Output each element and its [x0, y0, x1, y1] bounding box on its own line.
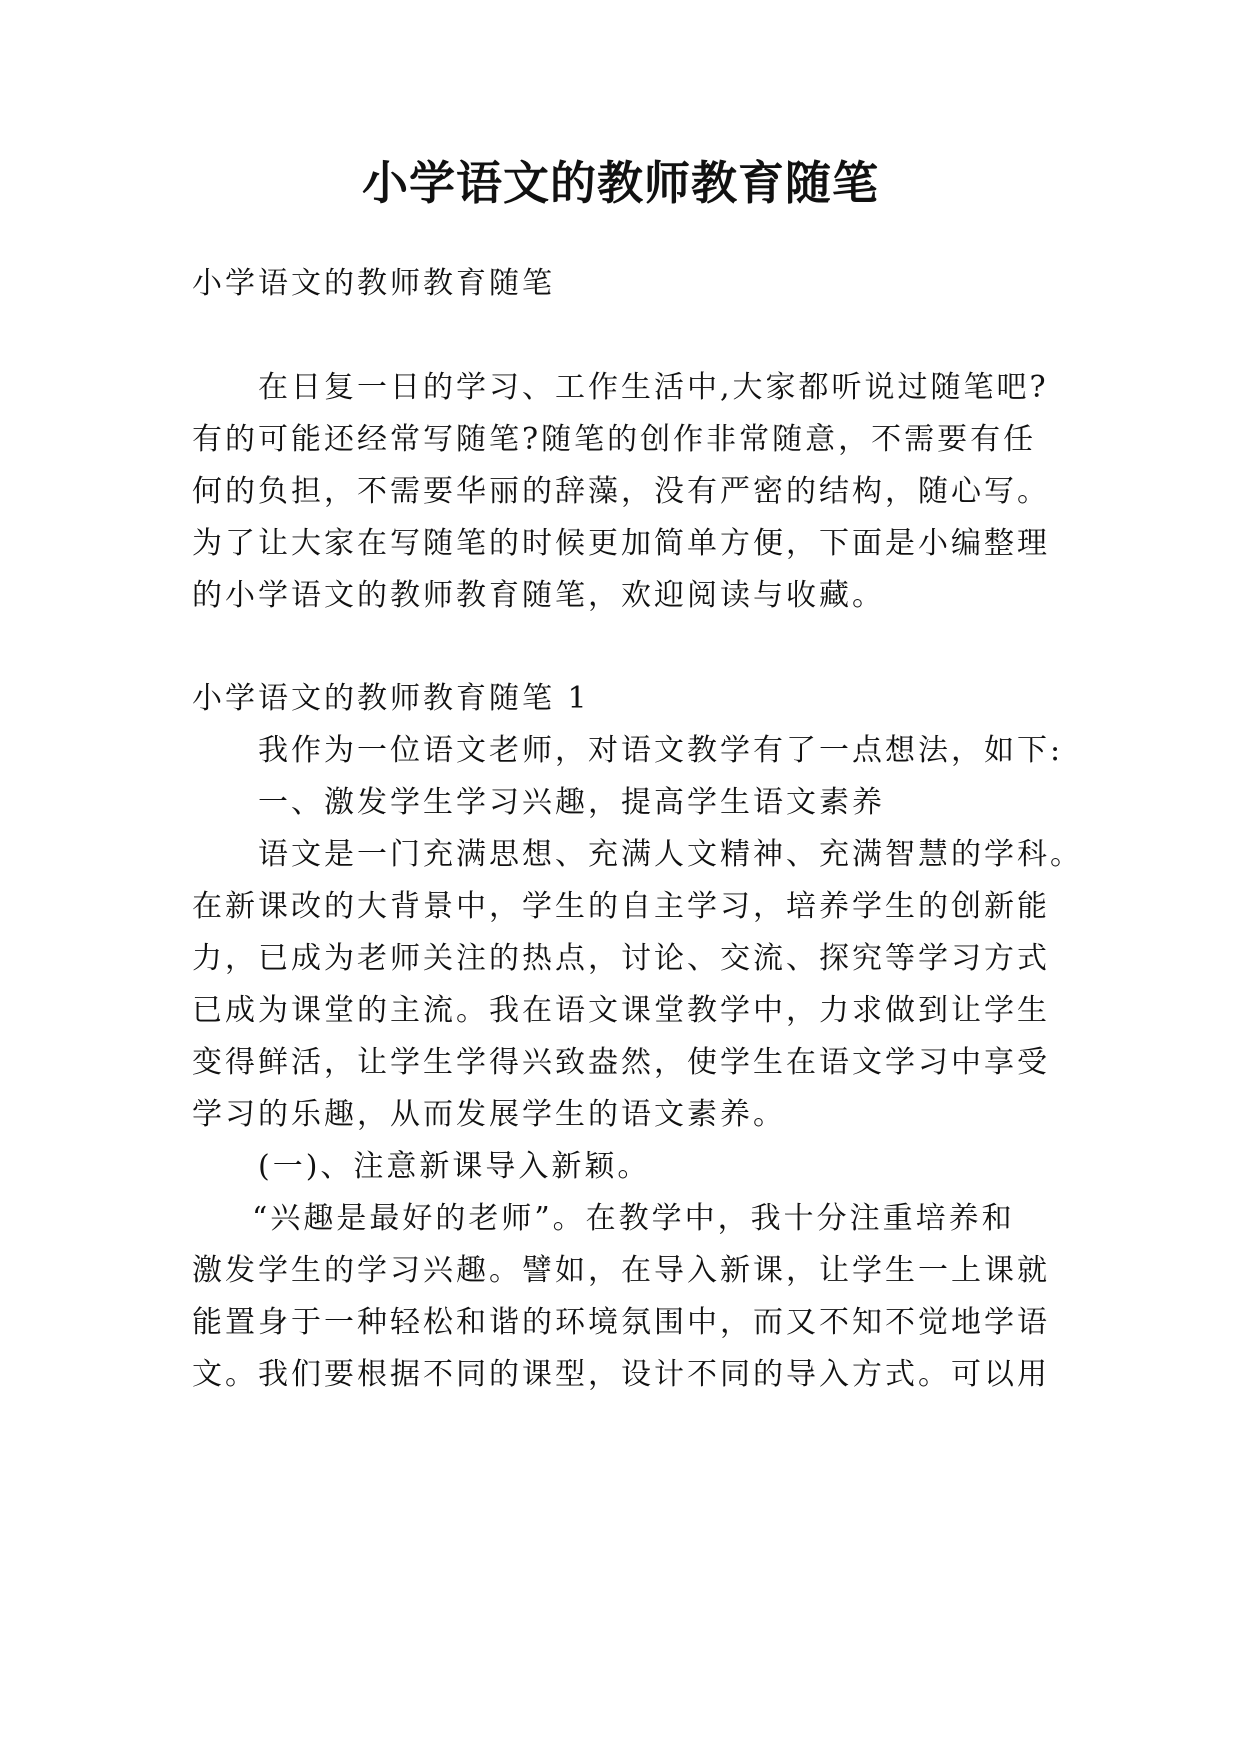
document-title: 小学语文的教师教育随笔 — [362, 156, 879, 210]
body-line-4: 在新课改的大背景中，学生的自主学习，培养学生的创新能 — [192, 889, 1050, 924]
body-line-9: (一)、注意新课导入新颖。 — [258, 1149, 651, 1184]
body-line-8: 学习的乐趣，从而发展学生的语文素养。 — [192, 1097, 786, 1132]
intro-line-5: 的小学语文的教师教育随笔，欢迎阅读与收藏。 — [192, 578, 885, 613]
body-line-6: 已成为课堂的主流。我在语文课堂教学中，力求做到让学生 — [192, 993, 1050, 1028]
body-line-13: 文。我们要根据不同的课型，设计不同的导入方式。可以用 — [192, 1357, 1050, 1392]
body-line-12: 能置身于一种轻松和谐的环境氛围中，而又不知不觉地学语 — [192, 1305, 1050, 1340]
document-subtitle: 小学语文的教师教育随笔 — [192, 266, 555, 301]
body-line-7: 变得鲜活，让学生学得兴致盎然，使学生在语文学习中享受 — [192, 1045, 1050, 1080]
intro-line-3: 何的负担，不需要华丽的辞藻，没有严密的结构，随心写。 — [192, 474, 1050, 509]
intro-line-1: 在日复一日的学习、工作生活中,大家都听说过随笔吧? — [258, 370, 1049, 405]
body-line-5: 力，已成为老师关注的热点，讨论、交流、探究等学习方式 — [192, 941, 1050, 976]
body-line-2: 一、激发学生学习兴趣，提高学生语文素养 — [258, 785, 885, 820]
body-line-1: 我作为一位语文老师，对语文教学有了一点想法，如下: — [258, 733, 1064, 768]
intro-line-4: 为了让大家在写随笔的时候更加简单方便，下面是小编整理 — [192, 526, 1050, 561]
body-line-11: 激发学生的学习兴趣。譬如，在导入新课，让学生一上课就 — [192, 1253, 1050, 1288]
body-line-10: “兴趣是最好的老师”。在教学中，我十分注重培养和 — [252, 1201, 1015, 1236]
body-line-3: 语文是一门充满思想、充满人文精神、充满智慧的学科。 — [258, 837, 1083, 872]
section-heading: 小学语文的教师教育随笔 1 — [192, 681, 590, 716]
intro-line-2: 有的可能还经常写随笔?随笔的创作非常随意，不需要有任 — [192, 422, 1037, 457]
